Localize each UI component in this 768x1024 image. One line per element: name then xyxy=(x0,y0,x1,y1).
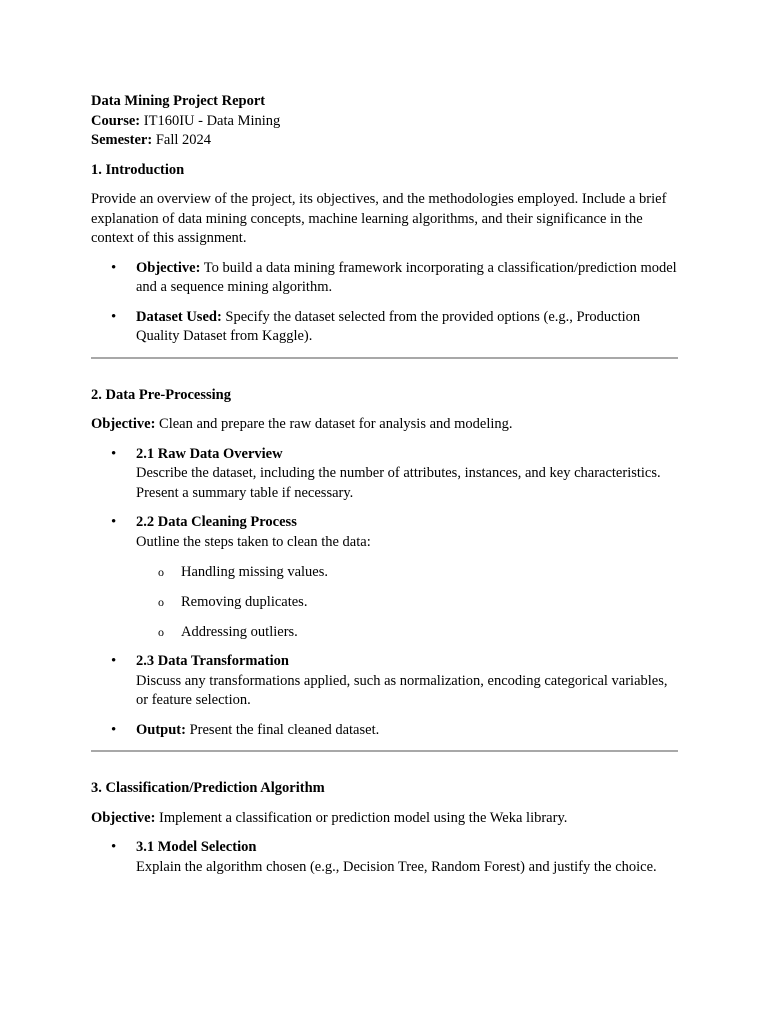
semester-value: Fall 2024 xyxy=(155,132,211,148)
list-item xyxy=(91,308,678,347)
semester-label: Semester: xyxy=(91,132,153,148)
section-heading-preprocessing: 2. Data Pre-Processing xyxy=(91,386,232,403)
horizontal-divider xyxy=(91,357,678,359)
classification-objective xyxy=(91,809,678,829)
item-text: Specify the dataset selected from the provided options (e.g., Production Quality Dataset from Kaggle). xyxy=(136,308,641,344)
objective-text: Implement a classification or prediction model using the Weka library. xyxy=(159,809,568,826)
objective-text: Clean and prepare the raw dataset for analysis and modeling. xyxy=(159,416,513,432)
section-heading-introduction: 1. Introduction xyxy=(91,161,185,178)
document-page xyxy=(91,92,678,877)
list-item: o Removing duplicates. xyxy=(136,593,678,613)
objective-label: Objective: xyxy=(91,809,156,826)
list-item xyxy=(91,513,678,642)
subsection-text: Outline the steps taken to clean the data: xyxy=(136,533,371,550)
subsection-text: Explain the algorithm chosen (e.g., Decision Tree, Random Forest) and justify the choice. xyxy=(136,858,657,875)
subsection-title: 2.3 Data Transformation xyxy=(136,653,289,669)
item-text: Present the final cleaned dataset. xyxy=(189,721,380,738)
preprocessing-objective xyxy=(91,415,678,435)
subsection-text: Discuss any transformations applied, such as normalization, encoding categorical variables, or feature selection. xyxy=(136,672,668,708)
section-heading-classification: 3. Classification/Prediction Algorithm xyxy=(91,780,325,796)
item-label: Dataset Used: xyxy=(136,308,222,325)
course-line xyxy=(91,112,678,132)
item-label: Objective: xyxy=(136,259,201,276)
subsection-title: 2.1 Raw Data Overview xyxy=(136,445,283,462)
classification-list xyxy=(91,838,678,877)
list-item xyxy=(91,445,678,504)
list-item xyxy=(91,721,678,741)
list-item xyxy=(91,652,678,711)
item-label: Output: xyxy=(136,721,186,738)
introduction-list xyxy=(91,259,678,347)
report-title: Data Mining Project Report xyxy=(91,93,266,109)
course-value: IT160IU - Data Mining xyxy=(143,112,281,129)
subsection-title: 2.2 Data Cleaning Process xyxy=(136,514,297,530)
semester-line xyxy=(91,131,678,151)
subsection-text: Describe the dataset, including the number of attributes, instances, and key characteristics. Present a summary table if necessary. xyxy=(136,465,661,501)
list-item: o Handling missing values. xyxy=(136,563,678,583)
introduction-paragraph: Provide an overview of the project, its objectives, and the methodologies employed. Include a brief explanation of data mining concepts, machine learning algorithms, and their significance in the context of this assignment. xyxy=(91,191,667,246)
list-item xyxy=(91,838,678,877)
objective-label: Objective: xyxy=(91,416,156,432)
cleaning-steps-list xyxy=(136,563,678,643)
list-item xyxy=(91,259,678,298)
horizontal-divider xyxy=(91,750,678,752)
list-item: o Addressing outliers. xyxy=(136,623,678,643)
preprocessing-list xyxy=(91,445,678,741)
subsection-title: 3.1 Model Selection xyxy=(136,839,257,855)
course-label: Course: xyxy=(91,112,141,129)
item-text: To build a data mining framework incorporating a classification/prediction model and a sequence mining algorithm. xyxy=(136,259,677,295)
